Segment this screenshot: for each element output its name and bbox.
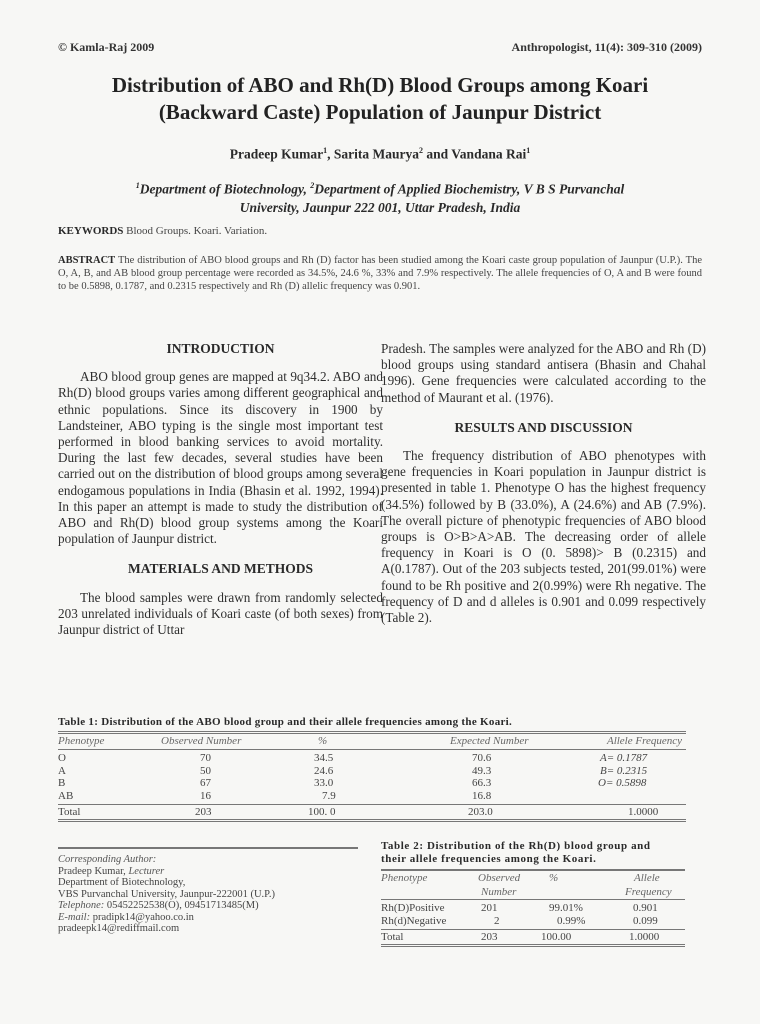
table-2-caption-line-2: their allele frequencies among the Koari. [381,853,597,865]
col-header: % [318,735,328,747]
col-header: Phenotype [381,872,428,884]
table-2-caption [381,840,685,866]
cell: Total [58,806,81,818]
col-header: Allele Frequency [606,735,682,747]
table-row [58,752,686,765]
col-header: % [549,872,559,884]
author-affil-marker: 2 [419,146,424,155]
left-column [58,341,383,638]
cell: 99.01% [549,902,583,914]
table-row [58,777,686,790]
cell: 70 [200,752,211,764]
paper-title [40,72,720,126]
corresponding-dept: Department of Biotechnology, [58,877,186,888]
table-2 [381,840,685,947]
cell: AB [58,789,74,802]
table-row [381,902,685,915]
cell: 201 [481,902,498,914]
keywords [58,225,702,237]
title-line-2: (Backward Caste) Population of Jaunpur District [158,100,602,124]
affil-dept-2: Department of Applied Biochemistry, V B S Purvanchal [314,181,625,197]
col-header: Expected Number [450,735,529,747]
keywords-label: KEYWORDS [58,225,124,237]
affiliation-block [40,177,720,217]
table-row [58,790,686,803]
copyright-line: © Kamla-Raj 2009 [58,40,155,54]
cell: 1.0000 [628,806,659,818]
cell: 67 [200,777,211,789]
introduction-paragraph: ABO blood group genes are mapped at 9q34.2. ABO and Rh(D) blood groups varies among different geographical and ethnic populations. Since its discovery in 1900 by Landsteiner, ABO typing is the single most important test performed in blood banking services to avoid mortality. During the last few decades, several studies have been carried out on the distribution of blood groups among several endogamous populations in India (Bhasin et al. 1992, 1994). In this paper an attempt is made to study the distribution of ABO and Rh(D) blood group systems among the Koari population of Jaunpur district. [58,369,383,547]
col-header: Observed Number [161,735,242,747]
cell: 0.099 [633,914,658,927]
cell: 203.0 [468,806,493,818]
author-separator: , [327,146,334,162]
table-header-row [58,734,686,749]
author-list [40,146,720,163]
corresponding-author [58,847,358,935]
cell: O= 0.5898 [598,777,647,789]
cell: 49.3 [472,764,492,777]
cell: 203 [481,931,498,943]
affiliation-line-1 [40,177,720,199]
col-header: Frequency [625,886,672,898]
author-name: Vandana Rai [451,146,527,162]
affil-marker: 2 [310,181,315,190]
cell: 100.00 [541,931,572,943]
cell: 0.901 [633,902,658,914]
title-line-1: Distribution of ABO and Rh(D) Blood Groups among Koari [111,73,649,97]
journal-citation: Anthropologist, 11(4): 309-310 (2009) [511,40,702,54]
cell: 24.6 [314,764,334,777]
cell: 34.5 [314,752,334,764]
cell: 50 [200,764,211,777]
cell: Rh(d)Negative [381,914,447,927]
cell: 16.8 [472,789,492,802]
phone-number: 05452252538(O), 09451713485(M) [106,900,259,911]
cell: 66.3 [472,777,492,789]
table-row [381,915,685,928]
corresponding-name: Pradeep Kumar, [58,865,129,877]
cell: Total [381,931,404,943]
table-1 [58,716,686,822]
email-label: E-mail: [58,911,93,923]
introduction-heading: INTRODUCTION [166,341,275,356]
keywords-text: Blood Groups. Koari. Variation. [123,225,268,237]
col-header: Observed [478,872,521,884]
affil-dept-1: Department of Biotechnology, [139,181,311,197]
abstract-text: The distribution of ABO blood groups and Rh (D) factor has been studied among the Koari caste group population of Jaunpur (U.P.). The O, A, B, and AB blood group percentage were recorded as 34.5%, 24.6 %, 33% and 7.9% respectively. The allele frequencies of O, A and B were found to be 0.5898, 0.1787, and 0.2315 respectively and Rh (D) allelic frequency was 0.901. [58,255,702,292]
table-1-caption: Table 1: Distribution of the ABO blood group and their allele frequencies among the Koari. [58,716,513,728]
table-2-caption-line-1: Table 2: Distribution of the Rh(D) blood group and [381,840,651,852]
email-1[interactable]: pradipk14@yahoo.co.in [92,911,194,923]
email-2[interactable]: pradeepk14@rediffmail.com [58,923,180,934]
running-head [58,40,702,56]
cell: 0.99% [557,914,586,927]
cell: O [58,752,66,764]
author-separator: and [423,146,452,162]
cell: B [58,777,66,789]
abstract [58,254,702,293]
phone-label: Telephone: [58,900,107,911]
results-paragraph: The frequency distribution of ABO phenotypes with gene frequencies in Koari population in Jaunpur district is presented in table 1. Phenotype O has the highest frequency (34.5%) followed by B (33.0%), A (24.6%) and AB (7.9%). The overall picture of phenotypic frequencies of ABO blood groups is O>B>A>AB. The decreasing order of allele frequency in Koari is O (0. 5898)> B (0.2315) and A(0.1787). Out of the 203 subjects tested, 201(99.01%) were found to be Rh positive and 2(0.99%) were Rh negative. The frequency of D and d alleles is 0.901 and 0.099 respectively (Table 2). [381,448,706,626]
author-affil-marker: 1 [323,146,328,155]
corresponding-role: Lecturer [128,865,165,877]
cell: 1.0000 [629,931,660,943]
methods-heading: MATERIALS AND METHODS [127,561,314,577]
table-total-row [381,930,685,944]
right-column [381,341,706,626]
table-total-row [58,805,686,819]
col-header: Allele [634,872,660,884]
corresponding-univ: VBS Purvanchal University, Jaunpur-222001 (U.P.) [58,888,275,900]
cell: 2 [494,914,500,927]
author-affil-marker: 1 [526,146,531,155]
abstract-label: ABSTRACT [58,255,116,266]
table-header-row [381,871,685,885]
cell: A= 0.1787 [600,752,648,764]
col-header: Phenotype [58,735,105,747]
cell: 70.6 [472,752,492,764]
cell: B= 0.2315 [600,764,648,777]
cell: 100. 0 [308,806,336,818]
cell: Rh(D)Positive [381,902,445,914]
methods-paragraph: The blood samples were drawn from randomly selected 203 unrelated individuals of Koari caste (of both sexes) from Jaunpur district of Uttar [58,589,383,638]
affiliation-line-2: University, Jaunpur 222 001, Uttar Pradesh, India [239,199,521,215]
cell: 7.9 [322,789,336,802]
cell: 16 [200,789,211,802]
corresponding-label: Corresponding Author: [58,854,157,865]
cell: 203 [195,806,212,818]
table-header-row-2 [381,885,685,899]
results-heading: RESULTS AND DISCUSSION [454,419,633,435]
table-row [58,765,686,778]
col-header: Number [481,886,517,898]
author-name: Pradeep Kumar [229,146,324,162]
affil-marker: 1 [135,181,140,190]
author-name: Sarita Maurya [333,146,420,162]
cell: A [58,764,66,777]
methods-paragraph-continued: Pradesh. The samples were analyzed for the ABO and Rh (D) blood groups using standard antisera (Bhasin and Chahal 1996). Gene frequencies were calculated according to the method of Maurant et al. (1976). [381,341,706,405]
cell: 33.0 [314,777,334,789]
